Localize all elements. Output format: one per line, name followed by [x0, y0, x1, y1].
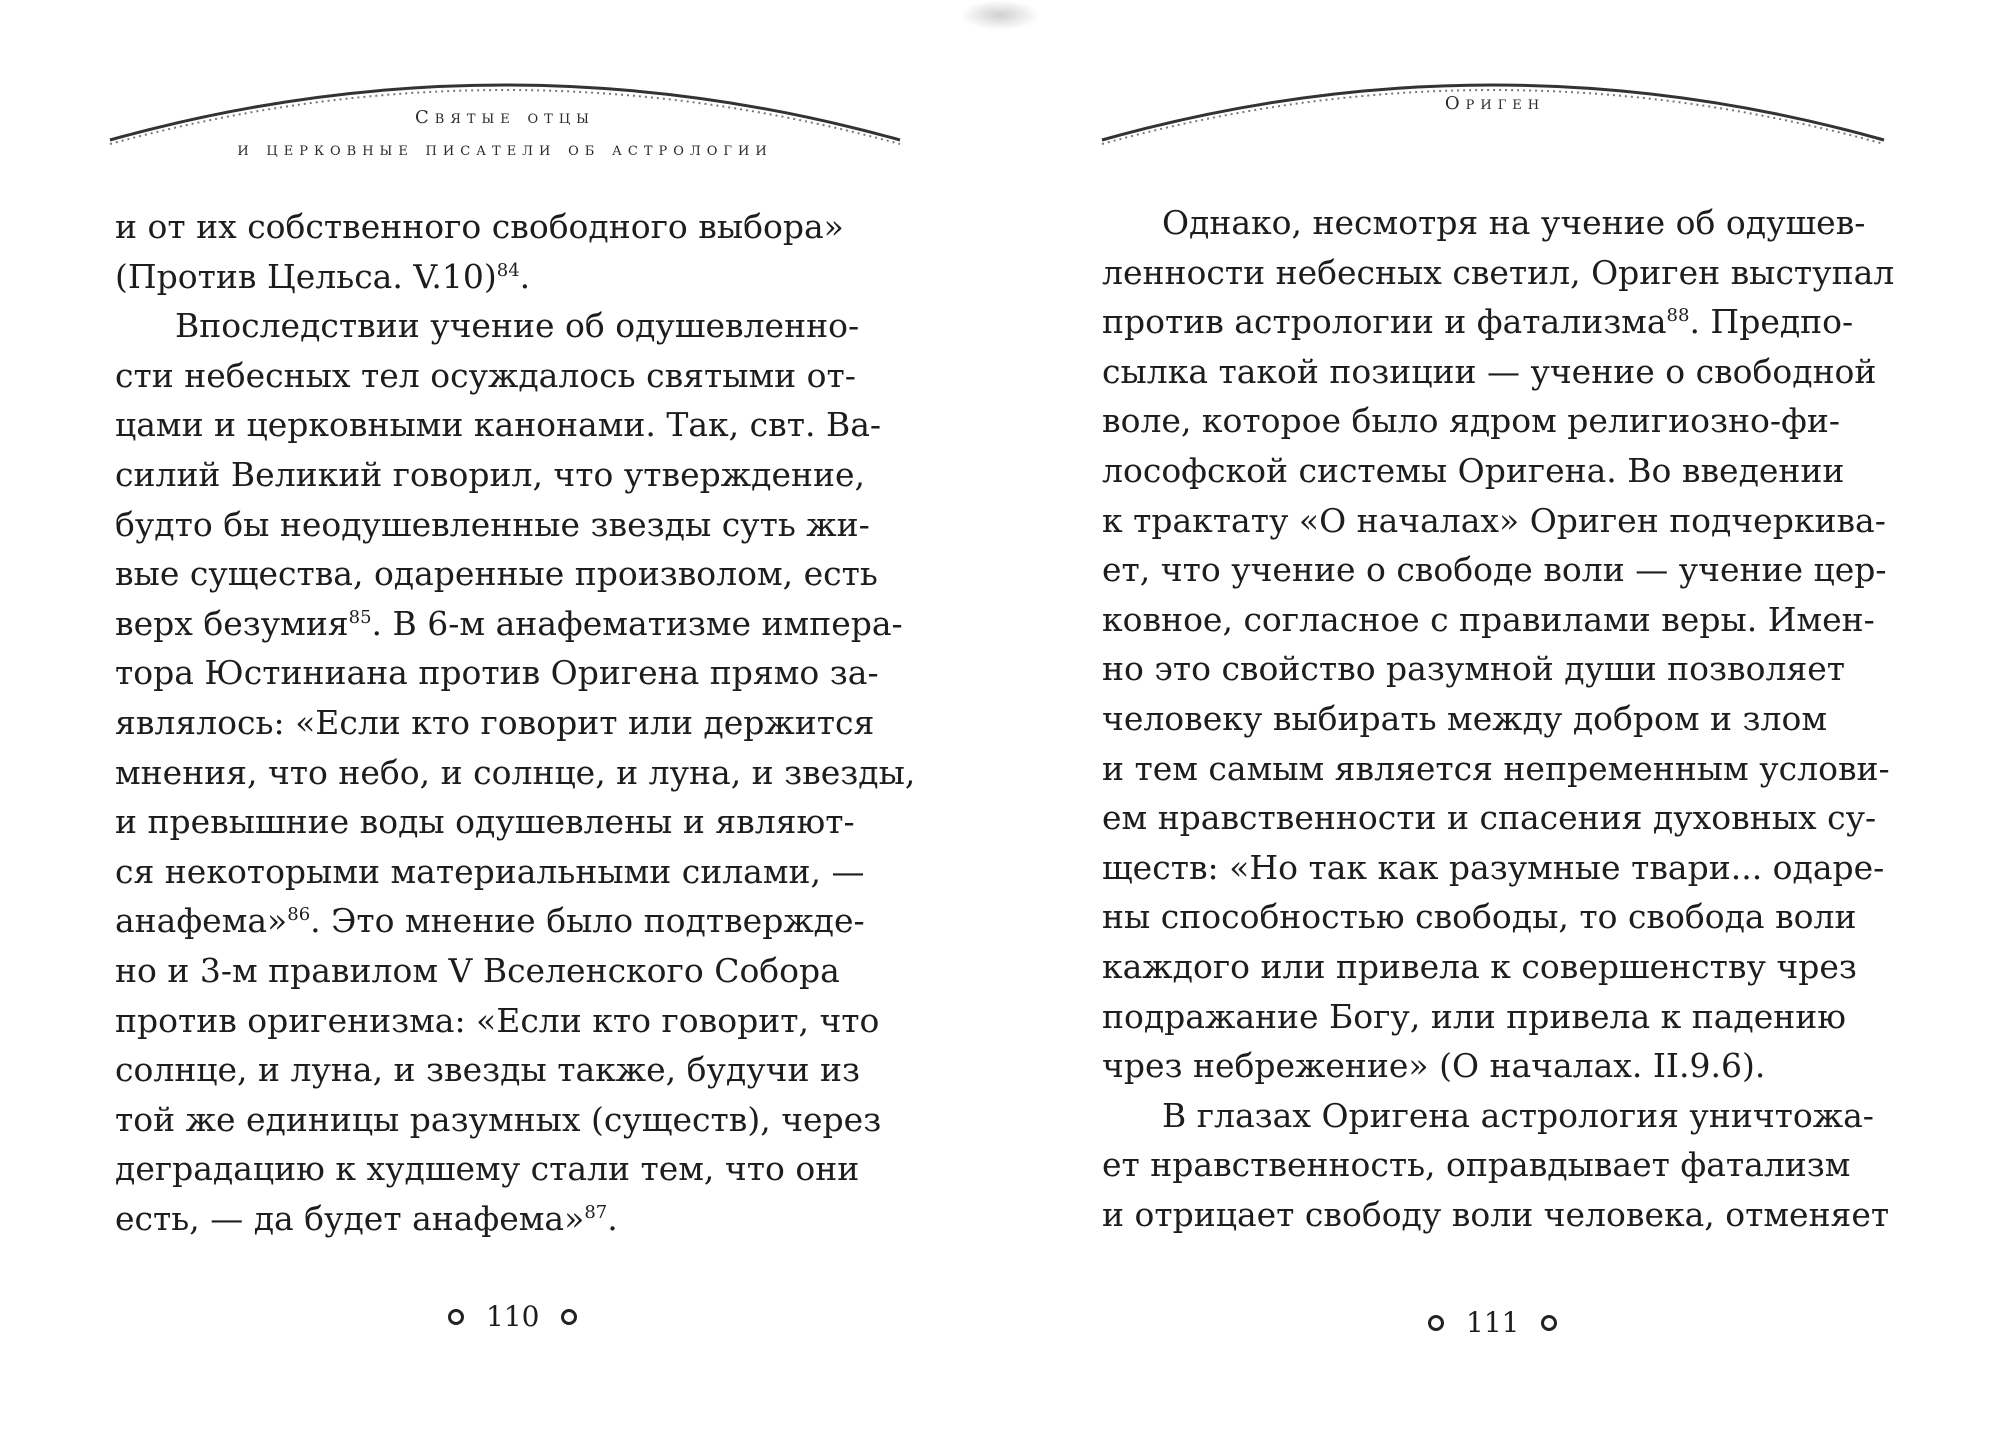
text-line-content: ществ: «Но так как разумные твари... одаре-: [1102, 847, 1885, 887]
text-line-content: ет, что учение о свободе воли — учение цер-: [1102, 550, 1887, 590]
footnote-marker[interactable]: 87: [584, 1201, 608, 1223]
text-line-content: солнце, и луна, и звезды также, будучи из: [115, 1050, 860, 1090]
right-page: [1000, 0, 2000, 1436]
text-line: [1102, 1190, 1892, 1240]
text-line: [1102, 1140, 1892, 1190]
text-line: [115, 1045, 905, 1095]
text-line-content: будто бы неодушевленные звезды суть жи-: [115, 504, 870, 544]
text-line-content: сти небесных тел осуждалось святыми от-: [115, 355, 856, 395]
text-line: [115, 549, 905, 599]
text-line-content: человеку выбирать между добром и злом: [1102, 698, 1828, 738]
right-running-head-line-1: Ориген: [1444, 93, 1546, 114]
text-line-content: Однако, несмотря на учение об одушев-: [1162, 203, 1866, 242]
text-line: [1102, 992, 1892, 1042]
text-line: [115, 698, 905, 748]
text-line: [115, 797, 905, 847]
left-folio: [448, 1300, 577, 1333]
text-line-continuation: .: [519, 256, 531, 296]
footnote-marker[interactable]: 88: [1666, 305, 1690, 327]
text-line: [1102, 1091, 1892, 1141]
text-line-continuation: . В 6-м анафематизме импера-: [371, 603, 903, 643]
text-line-content: против оригенизма: «Если кто говорит, что: [115, 1000, 880, 1040]
text-line: [115, 847, 905, 897]
text-line-content: но и 3-м правилом V Вселенского Собора: [115, 950, 840, 990]
folio-dot-icon: [561, 1309, 577, 1325]
text-line: [1102, 892, 1892, 942]
text-line: [115, 351, 905, 401]
footnote-marker[interactable]: 85: [348, 606, 372, 628]
left-running-head-line-1: Святые отцы: [415, 107, 595, 128]
text-line-content: лософской системы Оригена. Во введении: [1102, 450, 1845, 490]
text-line: [1102, 297, 1892, 347]
text-line-content: и превышние воды одушевлены и являют-: [115, 802, 855, 842]
right-body-text: [1102, 198, 1895, 1239]
text-line-content: анафема»: [115, 901, 288, 941]
left-running-head: [140, 102, 870, 166]
text-line-content: ем нравственности и спасения духовных су-: [1102, 798, 1877, 838]
text-line-content: мнения, что небо, и солнце, и луна, и звезды,: [115, 752, 916, 792]
text-line-content: силий Великий говорил, что утверждение,: [115, 454, 865, 494]
text-line-content: цами и церковными канонами. Так, свт. Ва-: [115, 405, 882, 445]
text-line: [1102, 694, 1892, 744]
folio-dot-icon: [1541, 1315, 1557, 1331]
text-line-content: ны способностью свободы, то свобода воли: [1102, 897, 1857, 937]
text-line: [115, 748, 916, 798]
left-page-number: 110: [486, 1300, 540, 1333]
text-line-content: но это свойство разумной души позволяет: [1102, 649, 1846, 689]
text-line-content: каждого или привела к совершенству чрез: [1102, 946, 1857, 986]
text-line-content: ковное, согласное с правилами веры. Имен-: [1102, 599, 1875, 639]
folio-dot-icon: [1428, 1315, 1444, 1331]
text-line: [115, 896, 905, 946]
right-page-number: 111: [1466, 1306, 1520, 1339]
text-line: [1102, 496, 1892, 546]
text-line: [115, 400, 905, 450]
text-line-content: той же единицы разумных (существ), через: [115, 1099, 882, 1139]
text-line: [1102, 396, 1892, 446]
text-line: [115, 996, 905, 1046]
text-line-continuation: .: [607, 1198, 618, 1238]
text-line: [1102, 843, 1892, 893]
text-line: [1102, 595, 1892, 645]
text-line-content: ленности небесных светил, Ориген выступал: [1102, 252, 1895, 292]
text-line-content: сылка такой позиции — учение о свободной: [1102, 351, 1877, 391]
text-line: [1102, 793, 1892, 843]
right-folio: [1428, 1306, 1557, 1339]
text-line-content: (Против Цельса. V.10): [115, 256, 497, 296]
text-line: [115, 1144, 905, 1194]
text-line: [115, 202, 905, 252]
text-line-content: ся некоторыми материальными силами, —: [115, 851, 865, 891]
text-line: [115, 648, 905, 698]
footnote-marker[interactable]: 86: [287, 904, 311, 926]
text-line: [115, 450, 905, 500]
footnote-marker[interactable]: 84: [496, 259, 520, 281]
text-line: [1102, 248, 1895, 298]
text-line-content: В глазах Оригена астрология уничтожа-: [1162, 1095, 1874, 1135]
text-line-content: Впоследствии учение об одушевленно-: [175, 306, 860, 346]
text-line-content: против астрологии и фатализма: [1102, 302, 1667, 342]
folio-dot-icon: [448, 1309, 464, 1325]
left-body-text: [115, 202, 916, 1243]
text-line-content: и тем самым является непременным услови-: [1102, 748, 1890, 788]
text-line: [115, 599, 905, 649]
text-line-continuation: . Это мнение было подтвержде-: [310, 901, 865, 941]
text-line-content: и от их собственного свободного выбора»: [115, 207, 844, 246]
text-line: [115, 1194, 905, 1244]
text-line: [1102, 942, 1892, 992]
text-line-content: являлось: «Если кто говорит или держится: [115, 702, 875, 742]
text-line: [1102, 1041, 1892, 1091]
text-line-content: есть, — да будет анафема»: [115, 1198, 585, 1238]
text-line-content: ет нравственность, оправдывает фатализм: [1102, 1145, 1851, 1185]
text-line-content: чрез небрежение» (О началах. II.9.6).: [1102, 1046, 1766, 1086]
text-line: [115, 252, 905, 302]
text-line: [1102, 446, 1892, 496]
right-running-head: [1130, 88, 1860, 120]
text-line: [1102, 644, 1892, 694]
text-line-content: вые существа, одаренные произволом, есть: [115, 554, 878, 594]
text-line: [1102, 198, 1892, 248]
text-line-content: к трактату «О началах» Ориген подчеркива-: [1102, 500, 1886, 540]
text-line-content: подражание Богу, или привела к падению: [1102, 996, 1846, 1036]
text-line-content: воле, которое было ядром религиозно-фи-: [1102, 401, 1841, 441]
left-running-head-line-2: и церковные писатели об астрологии: [237, 139, 773, 160]
text-line: [1102, 347, 1892, 397]
text-line-content: тора Юстиниана против Оригена прямо за-: [115, 653, 879, 693]
text-line-content: верх безумия: [115, 603, 349, 643]
text-line-continuation: . Предпо-: [1689, 302, 1854, 342]
text-line: [115, 1095, 905, 1145]
text-line-content: деградацию к худшему стали тем, что они: [115, 1149, 860, 1189]
text-line: [115, 301, 905, 351]
text-line: [115, 946, 905, 996]
text-line: [1102, 744, 1892, 794]
text-line: [1102, 545, 1892, 595]
text-line: [115, 500, 905, 550]
text-line-content: и отрицает свободу воли человека, отменяет: [1102, 1194, 1890, 1234]
